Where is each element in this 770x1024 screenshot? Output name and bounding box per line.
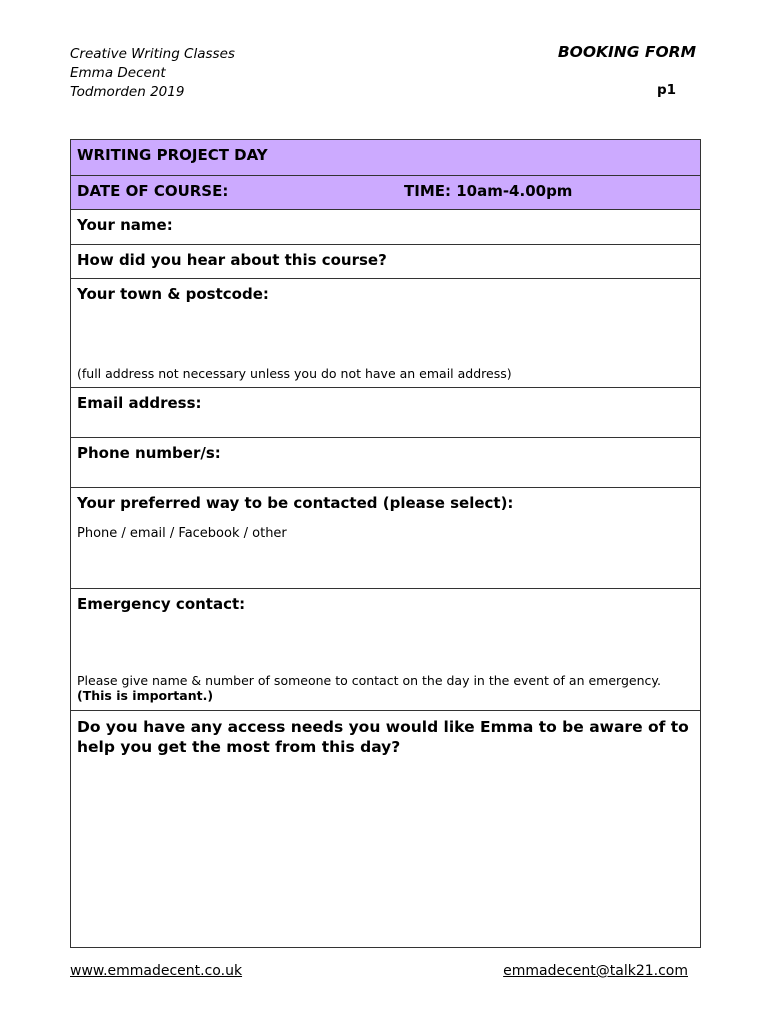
name-row [71, 210, 701, 245]
hear-label: How did you hear about this course? [77, 251, 387, 269]
time-label: TIME: 10am-4.00pm [404, 182, 573, 200]
access-row [71, 711, 701, 948]
town-field[interactable] [71, 279, 701, 388]
hear-field[interactable] [71, 245, 701, 279]
town-note: (full address not necessary unless you do not have an email address) [77, 366, 512, 381]
booking-form-table [70, 139, 701, 948]
page-number: p1 [656, 82, 676, 98]
contact-pref-label: Your preferred way to be contacted (please select): [77, 494, 514, 512]
contact-pref-field[interactable] [71, 488, 701, 589]
email-label: Email address: [77, 394, 202, 412]
contact-pref-options[interactable]: Phone / email / Facebook / other [77, 526, 287, 541]
emergency-note-text: Please give name & number of someone to contact on the day in the event of an emergency. [77, 673, 661, 688]
date-time-row [71, 176, 701, 210]
contact-pref-row [71, 488, 701, 589]
course-title: WRITING PROJECT DAY [71, 140, 701, 176]
email-field[interactable] [71, 388, 701, 438]
course-title-row [71, 140, 701, 176]
emergency-label: Emergency contact: [77, 595, 246, 613]
form-title: BOOKING FORM [557, 43, 696, 61]
town-row [71, 279, 701, 388]
emergency-row [71, 589, 701, 711]
town-label: Your town & postcode: [77, 285, 269, 303]
email-link[interactable]: emmadecent@talk21.com [503, 963, 688, 979]
website-link[interactable]: www.emmadecent.co.uk [70, 963, 243, 979]
name-field[interactable] [71, 210, 701, 245]
phone-field[interactable] [71, 438, 701, 488]
emergency-note-bold: (This is important.) [77, 688, 214, 703]
name-label: Your name: [77, 216, 173, 234]
date-time-cell[interactable] [71, 176, 701, 210]
organizer-info [70, 45, 235, 102]
access-field[interactable] [71, 711, 701, 948]
emergency-note [77, 673, 694, 703]
email-row [71, 388, 701, 438]
organizer-line-3: Todmorden 2019 [70, 84, 185, 100]
access-label: Do you have any access needs you would like Emma to be aware of to help you get the most from this day? [77, 718, 689, 756]
organizer-line-2: Emma Decent [70, 65, 166, 81]
phone-row [71, 438, 701, 488]
date-label: DATE OF COURSE: [77, 182, 229, 200]
hear-row [71, 245, 701, 279]
organizer-line-1: Creative Writing Classes [70, 46, 235, 62]
phone-label: Phone number/s: [77, 444, 221, 462]
emergency-field[interactable] [71, 589, 701, 711]
